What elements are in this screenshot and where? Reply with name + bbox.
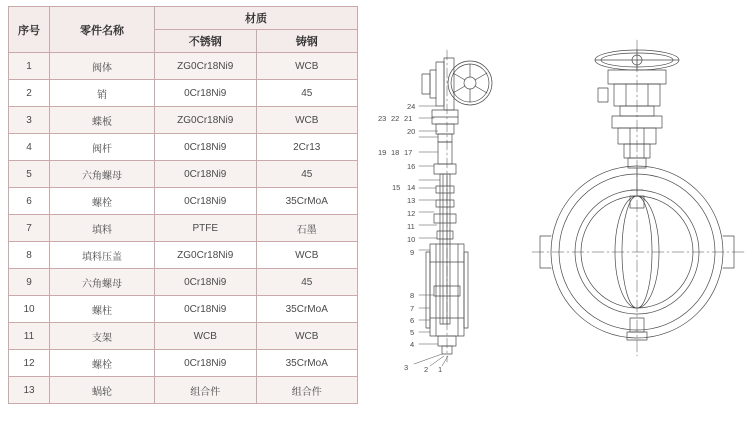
cell-name: 螺栓 bbox=[50, 350, 155, 377]
cell-material-1: 0Cr18Ni9 bbox=[155, 296, 257, 323]
valve-technical-drawing bbox=[372, 0, 753, 447]
cell-material-2: WCB bbox=[256, 242, 358, 269]
callout-16: 16 bbox=[407, 162, 416, 171]
callout-2: 2 bbox=[424, 365, 429, 374]
cell-name: 螺柱 bbox=[50, 296, 155, 323]
callout-3: 3 bbox=[404, 363, 409, 372]
table-row bbox=[9, 134, 358, 161]
parts-table-header bbox=[9, 7, 358, 53]
callout-12: 12 bbox=[407, 209, 416, 218]
cell-material-1: 0Cr18Ni9 bbox=[155, 134, 257, 161]
cell-name: 填料压盖 bbox=[50, 242, 155, 269]
cell-no: 13 bbox=[9, 377, 50, 404]
cell-material-2: 组合件 bbox=[256, 377, 358, 404]
parts-table-body bbox=[9, 53, 358, 404]
table-row bbox=[9, 161, 358, 188]
callout-15: 15 bbox=[392, 183, 401, 192]
callout-4: 4 bbox=[410, 340, 415, 349]
cell-material-1: WCB bbox=[155, 323, 257, 350]
callout-23: 23 bbox=[378, 114, 387, 123]
cell-no: 6 bbox=[9, 188, 50, 215]
cell-material-2: 2Cr13 bbox=[256, 134, 358, 161]
callout-19: 19 bbox=[378, 148, 387, 157]
callout-17: 17 bbox=[404, 148, 413, 157]
callout-11: 11 bbox=[407, 222, 415, 231]
cell-name: 阀体 bbox=[50, 53, 155, 80]
handwheel-left-view bbox=[448, 61, 492, 105]
cell-no: 4 bbox=[9, 134, 50, 161]
table-row bbox=[9, 269, 358, 296]
cell-material-2: WCB bbox=[256, 107, 358, 134]
cell-material-2: 45 bbox=[256, 269, 358, 296]
stem-column-left-view bbox=[434, 142, 456, 324]
cell-no: 2 bbox=[9, 80, 50, 107]
cell-material-2: 35CrMoA bbox=[256, 296, 358, 323]
cell-material-1: 0Cr18Ni9 bbox=[155, 350, 257, 377]
parts-table-container bbox=[8, 6, 358, 404]
cell-material-1: ZG0Cr18Ni9 bbox=[155, 107, 257, 134]
cell-no: 12 bbox=[9, 350, 50, 377]
cell-no: 8 bbox=[9, 242, 50, 269]
cell-name: 蝶板 bbox=[50, 107, 155, 134]
table-row bbox=[9, 323, 358, 350]
cell-material-2: WCB bbox=[256, 53, 358, 80]
cell-name: 支架 bbox=[50, 323, 155, 350]
callout-18: 18 bbox=[391, 148, 400, 157]
header-part-name: 零件名称 bbox=[50, 7, 155, 53]
cell-no: 11 bbox=[9, 323, 50, 350]
table-row bbox=[9, 215, 358, 242]
cell-material-2: 45 bbox=[256, 80, 358, 107]
cell-material-1: 组合件 bbox=[155, 377, 257, 404]
cell-material-2: 石墨 bbox=[256, 215, 358, 242]
table-row bbox=[9, 53, 358, 80]
callout-14: 14 bbox=[407, 183, 416, 192]
cell-name: 销 bbox=[50, 80, 155, 107]
callout-7: 7 bbox=[410, 304, 415, 313]
cell-material-2: 35CrMoA bbox=[256, 350, 358, 377]
callout-21: 21 bbox=[404, 114, 413, 123]
cell-name: 蜗轮 bbox=[50, 377, 155, 404]
cell-material-1: 0Cr18Ni9 bbox=[155, 269, 257, 296]
cell-name: 填料 bbox=[50, 215, 155, 242]
cell-no: 3 bbox=[9, 107, 50, 134]
table-header-row-1 bbox=[9, 7, 358, 30]
cell-material-2: 45 bbox=[256, 161, 358, 188]
callout-9: 9 bbox=[410, 248, 415, 257]
cell-name: 六角螺母 bbox=[50, 269, 155, 296]
callout-8: 8 bbox=[410, 291, 415, 300]
callout-5: 5 bbox=[410, 328, 415, 337]
callout-24: 24 bbox=[407, 102, 416, 111]
cell-material-2: WCB bbox=[256, 323, 358, 350]
cell-no: 9 bbox=[9, 269, 50, 296]
header-material-caststeel: 铸钢 bbox=[256, 30, 358, 53]
cell-material-1: PTFE bbox=[155, 215, 257, 242]
parts-table bbox=[8, 6, 358, 404]
cell-name: 六角螺母 bbox=[50, 161, 155, 188]
header-no: 序号 bbox=[9, 7, 50, 53]
table-row bbox=[9, 350, 358, 377]
callout-10: 10 bbox=[407, 235, 416, 244]
cell-material-1: ZG0Cr18Ni9 bbox=[155, 53, 257, 80]
callout-20: 20 bbox=[407, 127, 416, 136]
cell-material-1: 0Cr18Ni9 bbox=[155, 188, 257, 215]
cell-no: 10 bbox=[9, 296, 50, 323]
cell-no: 5 bbox=[9, 161, 50, 188]
header-material-group: 材质 bbox=[155, 7, 358, 30]
table-row bbox=[9, 377, 358, 404]
gearbox-left-view bbox=[422, 58, 454, 110]
cell-material-2: 35CrMoA bbox=[256, 188, 358, 215]
callout-22: 22 bbox=[391, 114, 400, 123]
callout-13: 13 bbox=[407, 196, 416, 205]
table-row bbox=[9, 80, 358, 107]
table-row bbox=[9, 296, 358, 323]
header-material-stainless: 不锈钢 bbox=[155, 30, 257, 53]
callout-6: 6 bbox=[410, 316, 415, 325]
gearbox-front-view bbox=[598, 70, 666, 116]
cell-no: 7 bbox=[9, 215, 50, 242]
table-row bbox=[9, 188, 358, 215]
callout-1: 1 bbox=[438, 365, 443, 374]
valve-body-front-view bbox=[532, 40, 744, 356]
cell-name: 阀杆 bbox=[50, 134, 155, 161]
table-row bbox=[9, 107, 358, 134]
cell-material-1: 0Cr18Ni9 bbox=[155, 80, 257, 107]
cell-material-1: 0Cr18Ni9 bbox=[155, 161, 257, 188]
cell-material-1: ZG0Cr18Ni9 bbox=[155, 242, 257, 269]
table-row bbox=[9, 242, 358, 269]
cell-name: 螺栓 bbox=[50, 188, 155, 215]
cell-no: 1 bbox=[9, 53, 50, 80]
